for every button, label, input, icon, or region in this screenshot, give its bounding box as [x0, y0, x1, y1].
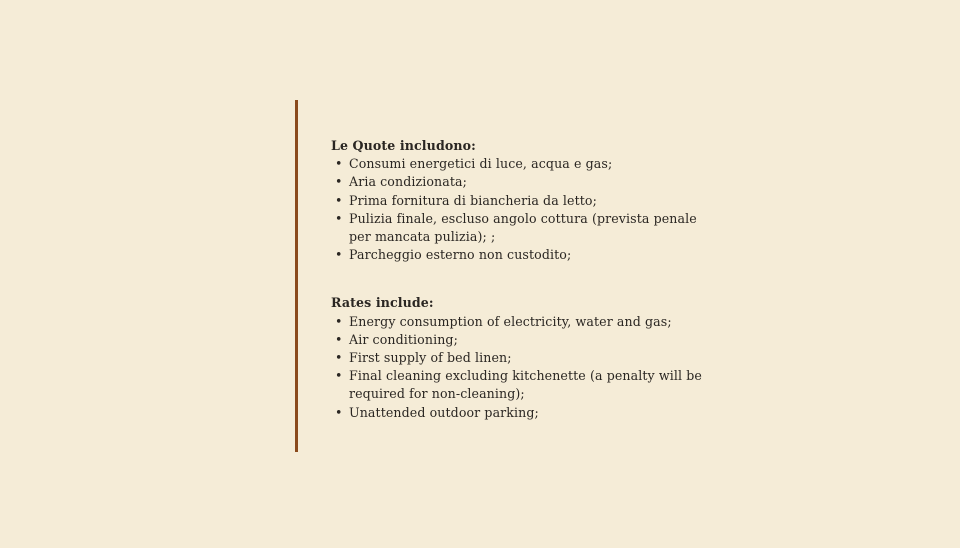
- list-item-text: Parcheggio esterno non custodito;: [349, 247, 572, 263]
- english-section: [331, 294, 711, 421]
- section-title: Le Quote includono:: [331, 138, 476, 153]
- list-item: [331, 349, 711, 367]
- list-item: [331, 173, 711, 191]
- bullet-icon: •: [335, 156, 343, 172]
- list-item-text: Energy consumption of electricity, water and gas;: [349, 313, 672, 329]
- list-item-text: Air conditioning;: [349, 331, 458, 347]
- list-item-text: Consumi energetici di luce, acqua e gas;: [349, 156, 613, 172]
- list-item-text: Unattended outdoor parking;: [349, 404, 539, 420]
- accent-bar: [295, 100, 298, 452]
- inclusions-list: [331, 313, 711, 422]
- list-item: [331, 367, 711, 403]
- list-item: [331, 155, 711, 173]
- section-title: Rates include:: [331, 295, 434, 311]
- list-item-text: Pulizia finale, escluso angolo cottura (prevista penale per mancata pulizia); ;: [349, 210, 697, 245]
- list-item-text: Final cleaning excluding kitchenette (a penalty will be required for non-cleaning);: [349, 368, 702, 402]
- list-item: [331, 192, 711, 210]
- bullet-icon: •: [335, 350, 343, 366]
- bullet-icon: •: [335, 210, 343, 226]
- bullet-icon: •: [335, 368, 343, 384]
- list-item: [331, 331, 711, 349]
- bullet-icon: •: [335, 247, 343, 263]
- bullet-icon: •: [335, 404, 343, 420]
- list-item-text: Aria condizionata;: [349, 174, 467, 190]
- list-item: [331, 210, 711, 246]
- italian-section: [331, 137, 711, 264]
- list-item: [331, 404, 711, 422]
- list-item: [331, 246, 711, 264]
- list-item-text: First supply of bed linen;: [349, 350, 512, 366]
- rates-content: [331, 137, 711, 422]
- list-item: [331, 313, 711, 331]
- bullet-icon: •: [335, 174, 343, 190]
- list-item-text: Prima fornitura di biancheria da letto;: [349, 192, 597, 208]
- bullet-icon: •: [335, 331, 343, 347]
- bullet-icon: •: [335, 192, 343, 208]
- bullet-icon: •: [335, 313, 343, 329]
- inclusions-list: [331, 155, 711, 264]
